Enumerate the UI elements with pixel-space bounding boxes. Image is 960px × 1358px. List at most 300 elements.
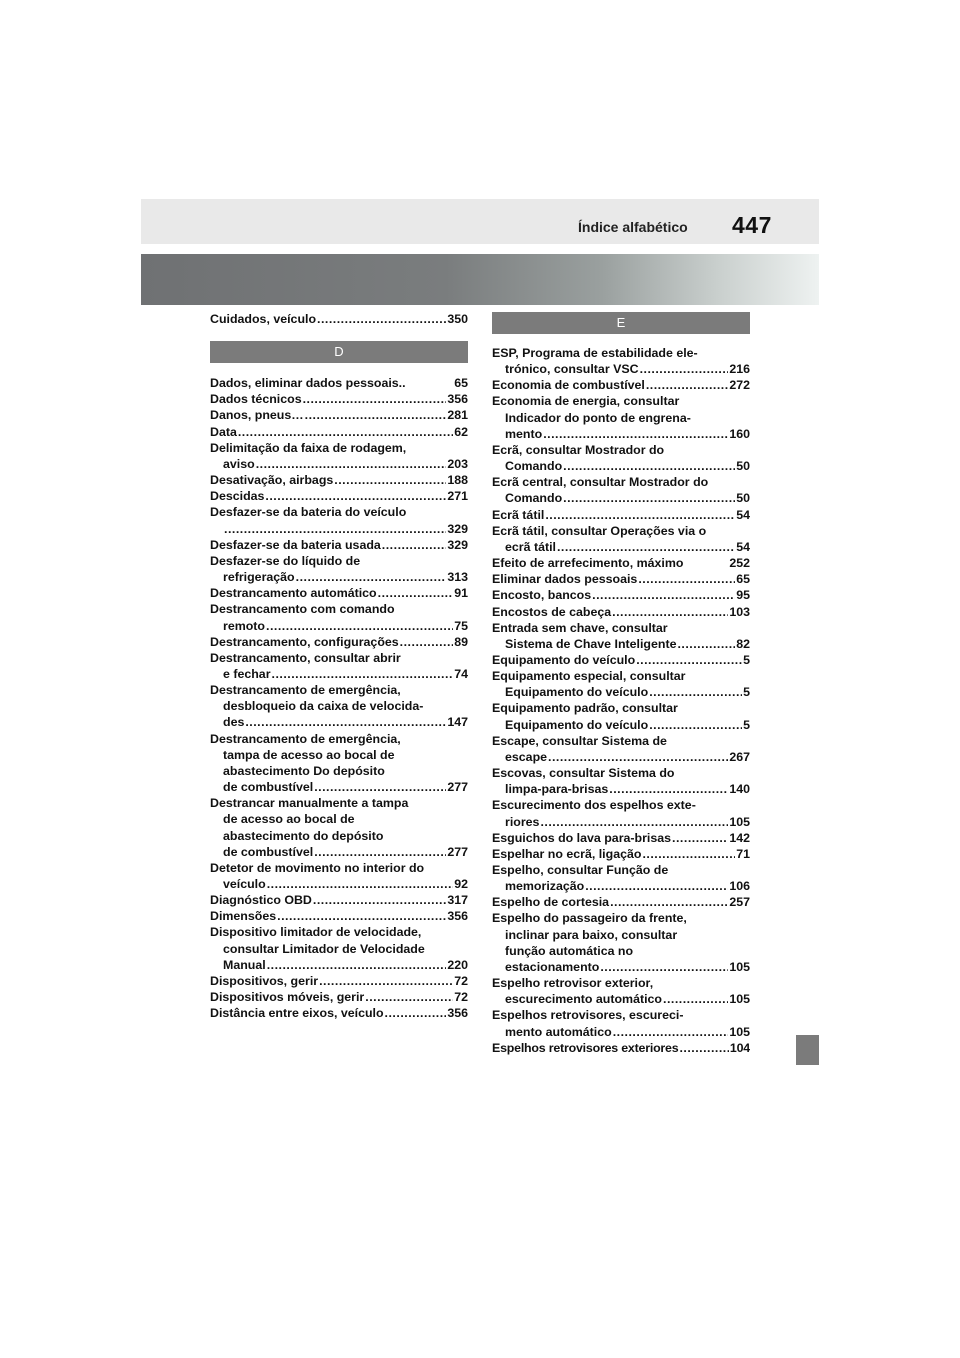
entry-page-number: 105 [729, 959, 750, 974]
entry-line [492, 1040, 750, 1056]
entry-label: Dimensões [210, 909, 277, 924]
entry-label: remoto [223, 618, 265, 633]
entry-label: desbloqueio da caixa de velocida- [223, 699, 424, 714]
entry-page-number: 356 [447, 392, 468, 407]
entry-page-number: 54 [736, 539, 750, 554]
entry-line [492, 894, 750, 910]
entry-line [492, 523, 750, 539]
entry-page-number: 272 [729, 378, 750, 393]
index-entry [492, 652, 750, 668]
entry-page-number: 82 [736, 636, 750, 651]
entry-label: ecrã tátil [505, 539, 556, 554]
entry-page-number: 72 [454, 973, 468, 988]
index-entry [210, 908, 468, 924]
entry-line [210, 472, 468, 488]
dot-leader [599, 959, 728, 975]
entry-label: abastecimento Do depósito [223, 763, 385, 778]
dot-leader [265, 618, 453, 634]
dot-leader [304, 407, 447, 423]
entry-page-number: 50 [736, 459, 750, 474]
entry-label: Espelhos retrovisores exteriores [492, 1040, 679, 1055]
dot-leader [591, 587, 735, 603]
entry-page-number: 5 [743, 652, 750, 667]
index-entry [492, 474, 750, 506]
entry-line [210, 634, 468, 650]
index-entry [210, 537, 468, 553]
index-entry [492, 571, 750, 587]
entry-line [210, 391, 468, 407]
entry-label: Ecrã tátil [492, 507, 545, 522]
entry-line [210, 860, 468, 876]
entry-line [492, 991, 750, 1007]
entry-label: Economia de energia, consultar [492, 394, 680, 409]
entry-label: limpa-para-brisas [505, 782, 609, 797]
entry-page-number: 54 [736, 507, 750, 522]
entry-line [210, 844, 468, 860]
entry-line [210, 892, 468, 908]
entry-line [210, 521, 468, 537]
entry-line [210, 537, 468, 553]
dot-leader [266, 957, 447, 973]
entry-label: Destrancamento de emergência, [210, 731, 401, 746]
entry-line [210, 504, 468, 520]
index-entry [210, 553, 468, 585]
entry-line [210, 585, 468, 601]
section-d-entries [210, 375, 468, 1021]
entry-page-number: 281 [447, 408, 468, 423]
entry-page-number: 5 [743, 685, 750, 700]
index-entry [492, 442, 750, 474]
entry-line [492, 507, 750, 523]
index-entry [492, 846, 750, 862]
entry-label: riores [505, 814, 540, 829]
index-entry [492, 910, 750, 975]
entry-line [210, 795, 468, 811]
entry-line [492, 717, 750, 733]
entry-page-number: 103 [729, 604, 750, 619]
entry-label: Ecrã central, consultar Mostrador do [492, 475, 709, 490]
index-entry [210, 504, 468, 536]
entry-label: consultar Limitador de Velocidade [223, 941, 425, 956]
entry-label: aviso [223, 456, 255, 471]
entry-label: des [223, 715, 245, 730]
entry-label: Destrancamento de emergência, [210, 683, 401, 698]
chapter-tab [796, 1035, 819, 1065]
index-entry [492, 700, 750, 732]
entry-page-number: 65 [454, 376, 468, 391]
entry-page-number: 105 [729, 1024, 750, 1039]
entry-line [210, 811, 468, 827]
entry-line [492, 361, 750, 377]
entry-line [492, 830, 750, 846]
index-entry [210, 424, 468, 440]
index-entry [210, 375, 468, 391]
dot-leader [237, 424, 453, 440]
entry-label: Indicador do ponto de engrena- [505, 410, 691, 425]
dot-leader [641, 846, 735, 862]
dot-leader [223, 521, 446, 537]
entry-line [492, 959, 750, 975]
entry-page-number: 356 [447, 909, 468, 924]
entry-label: Escape, consultar Sistema de [492, 733, 667, 748]
index-entry [210, 973, 468, 989]
entry-label: Destrancar manualmente a tampa [210, 796, 409, 811]
entry-line [492, 797, 750, 813]
entry-label: Espelhar no ecrã, ligação [492, 846, 642, 861]
index-entry [492, 765, 750, 797]
dot-leader [612, 1024, 729, 1040]
entry-page-number: 74 [454, 666, 468, 681]
entry-page-number: 317 [447, 893, 468, 908]
entry-page-number: 329 [447, 537, 468, 552]
entry-label: Desfazer-se da bateria do veículo [210, 505, 407, 520]
entry-label: Esguichos do lava para-brisas [492, 830, 672, 845]
dot-leader [648, 684, 742, 700]
entry-label: Espelho do passageiro da frente, [492, 911, 687, 926]
dot-leader [542, 426, 728, 442]
entry-line [492, 636, 750, 652]
dot-leader [316, 311, 446, 327]
dot-leader [556, 539, 735, 555]
entry-label: Espelho, consultar Função de [492, 863, 669, 877]
dot-leader [539, 814, 728, 830]
entry-line [210, 973, 468, 989]
entry-label: Desativação, airbags [210, 473, 334, 488]
entry-label: Desfazer-se da bateria usada [210, 537, 381, 552]
entry-line [492, 474, 750, 490]
index-entry [492, 894, 750, 910]
entry-page-number: 277 [447, 844, 468, 859]
entry-label: Equipamento do veículo [505, 685, 649, 700]
dot-leader [637, 571, 735, 587]
dot-leader [584, 878, 728, 894]
entry-label: de acesso ao bocal de [223, 812, 355, 827]
dot-leader [676, 636, 735, 652]
index-entry [210, 989, 468, 1005]
entry-label: função automática no [505, 943, 634, 958]
dot-leader [678, 1040, 728, 1056]
entry-page-number: 62 [454, 424, 468, 439]
entry-label: escape [505, 749, 548, 764]
entry-label: memorização [505, 879, 585, 894]
entry-page-number: 72 [454, 990, 468, 1005]
entry-line [210, 1005, 468, 1021]
entry-label: Dados técnicos [210, 392, 302, 407]
entry-label: ESP, Programa de estabilidade ele- [492, 346, 698, 360]
entry-page-number: 140 [729, 782, 750, 797]
entry-label: Comando [505, 459, 563, 474]
index-entry [210, 795, 468, 860]
decorative-band [141, 254, 819, 305]
entry-page-number: 5 [743, 717, 750, 732]
entry-label: Espelho retrovisor exterior, [492, 976, 654, 991]
index-entry [492, 523, 750, 555]
entry-line [492, 410, 750, 426]
entry-line [210, 876, 468, 892]
entry-label: Escovas, consultar Sistema do [492, 766, 675, 781]
entry-line [492, 878, 750, 894]
dot-leader [639, 361, 729, 377]
index-entry [492, 377, 750, 393]
entry-page-number: 203 [447, 456, 468, 471]
entry-label: Equipamento do veículo [492, 652, 636, 667]
entry-label: Destrancamento, consultar abrir [210, 650, 401, 665]
entry-label: Descidas [210, 489, 265, 504]
index-entry [492, 975, 750, 1007]
entry-label: Manual [223, 957, 266, 972]
index-entry [210, 682, 468, 730]
entry-line [210, 779, 468, 795]
entry-label: Detetor de movimento no interior do [210, 860, 425, 875]
entry-label: refrigeração [223, 570, 295, 585]
entry-label: Delimitação da faixa de rodagem, [210, 440, 407, 455]
entry-label: Espelhos retrovisores, escureci- [492, 1008, 684, 1023]
index-entry [492, 1040, 750, 1056]
entry-label: mento [505, 426, 543, 441]
entry-label: veículo [223, 877, 266, 891]
dot-leader [609, 894, 728, 910]
dot-leader [318, 973, 453, 989]
dot-leader [302, 391, 447, 407]
entry-page-number: 89 [454, 634, 468, 649]
entry-line [492, 555, 750, 571]
entry-page-number: 105 [729, 992, 750, 1007]
index-entry [492, 862, 750, 894]
dot-leader [381, 537, 447, 553]
entry-line [492, 1024, 750, 1040]
entry-line [210, 618, 468, 634]
entry-label: Diagnóstico OBD [210, 893, 312, 908]
entry-line [492, 668, 750, 684]
dot-leader [313, 844, 446, 860]
entry-label: mento automático [505, 1024, 612, 1039]
entry-line [210, 601, 468, 617]
entry-label: Equipamento do veículo [505, 717, 649, 732]
entry-label: e fechar [223, 666, 271, 681]
dot-leader [266, 876, 454, 892]
index-entry [492, 830, 750, 846]
dot-leader [364, 989, 453, 1005]
dot-leader [295, 569, 447, 585]
entry-line [210, 989, 468, 1005]
entry-label: abastecimento do depósito [223, 828, 384, 843]
entry-line [492, 846, 750, 862]
entry-page-number: 71 [736, 846, 750, 861]
index-entry [492, 604, 750, 620]
entry-label: Destrancamento com comando [210, 602, 395, 617]
entry-line [492, 490, 750, 506]
dot-leader [276, 908, 446, 924]
dot-leader [377, 585, 454, 601]
entry-label: Dispositivos, gerir [210, 973, 319, 988]
entry-label: Dispositivos móveis, gerir [210, 990, 365, 1005]
entry-label: Destrancamento, configurações [210, 634, 399, 649]
section-header-d: D [210, 341, 468, 363]
dot-leader [662, 991, 728, 1007]
entry-line [210, 924, 468, 940]
entry-label: Dados, eliminar dados pessoais.. [210, 376, 406, 391]
entry-page-number: 105 [729, 814, 750, 829]
entry-label: de combustível [223, 844, 314, 859]
entry-page-number: 252 [729, 556, 750, 571]
entry-line [492, 458, 750, 474]
index-entry [210, 650, 468, 682]
entry-page-number: 104 [729, 1040, 750, 1055]
dot-leader [313, 779, 446, 795]
entry-line [210, 407, 468, 423]
entry-line [492, 910, 750, 926]
entry-label: Encosto, bancos [492, 588, 592, 603]
index-entry [210, 924, 468, 972]
entry-label: Encostos de cabeça [492, 604, 612, 619]
entry-label: Ecrã tátil, consultar Operações via o [492, 523, 707, 538]
entry-line [492, 652, 750, 668]
index-entry [492, 555, 750, 571]
entry-line [492, 927, 750, 943]
entry-line [210, 553, 468, 569]
index-entry [210, 488, 468, 504]
entry-page-number: 216 [729, 362, 750, 377]
index-entry [492, 1007, 750, 1039]
entry-line [210, 488, 468, 504]
index-entry [210, 731, 468, 796]
entry-line [492, 733, 750, 749]
entry-page-number: 267 [729, 749, 750, 764]
entry-page-number: 106 [729, 879, 750, 894]
entry-page-number: 160 [729, 426, 750, 441]
entry-label: Espelho de cortesia [492, 895, 610, 910]
index-entry [210, 391, 468, 407]
entry-line [492, 426, 750, 442]
index-entry [492, 733, 750, 765]
index-entry [210, 634, 468, 650]
entry-label: Equipamento padrão, consultar [492, 701, 678, 716]
index-entry [492, 393, 750, 441]
dot-leader [384, 1005, 447, 1021]
entry-line [492, 1007, 750, 1023]
index-entry [210, 585, 468, 601]
entry-page-number: 329 [447, 521, 468, 536]
index-entry [210, 892, 468, 908]
index-entry [210, 601, 468, 633]
entry-label: Distância entre eixos, veículo [210, 1006, 384, 1021]
entry-line [210, 908, 468, 924]
entry-label: Economia de combustível [492, 378, 645, 393]
index-entry [210, 860, 468, 892]
entry-label: Ecrã, consultar Mostrador do [492, 442, 665, 457]
index-entry [210, 472, 468, 488]
dot-leader [399, 634, 454, 650]
header-bar [141, 199, 819, 244]
entry-line [210, 569, 468, 585]
index-entry [492, 797, 750, 829]
dot-leader [608, 781, 728, 797]
entry-label: Desfazer-se do líquido de [210, 553, 361, 568]
entry-label: estacionamento [505, 959, 600, 974]
entry-line [492, 377, 750, 393]
entry-line [492, 975, 750, 991]
entry-line [210, 714, 468, 730]
dot-leader [648, 717, 742, 733]
entry-line [210, 763, 468, 779]
index-entry [210, 407, 468, 423]
entry-label: de combustível [223, 780, 314, 795]
left-top-entries [210, 311, 468, 327]
entry-line [210, 957, 468, 973]
entry-line [210, 456, 468, 472]
entry-line [492, 620, 750, 636]
right-column [492, 311, 750, 1056]
entry-line [210, 375, 468, 391]
dot-leader [271, 666, 454, 682]
entry-page-number: 50 [736, 491, 750, 506]
entry-line [210, 828, 468, 844]
entry-label: Destrancamento automático [210, 586, 377, 601]
entry-line [210, 682, 468, 698]
entry-line [492, 539, 750, 555]
index-entry [210, 440, 468, 472]
entry-page-number: 75 [454, 618, 468, 633]
entry-page-number: 92 [454, 877, 468, 891]
entry-line [210, 311, 468, 327]
index-entry [210, 311, 468, 327]
entry-line [492, 684, 750, 700]
dot-leader [562, 490, 735, 506]
entry-label: Data [210, 424, 237, 439]
entry-page-number: 95 [736, 588, 750, 603]
index-entry [492, 587, 750, 603]
index-entry [210, 1005, 468, 1021]
dot-leader [611, 604, 728, 620]
section-header-e: E [492, 312, 750, 334]
entry-label: Comando [505, 491, 563, 506]
entry-page-number: 188 [447, 473, 468, 488]
dot-leader [333, 472, 446, 488]
entry-label: tampa de acesso ao bocal de [223, 747, 395, 762]
entry-label: Danos, pneus… [210, 408, 304, 423]
entry-label: trónico, consultar VSC [505, 362, 639, 377]
left-column [210, 311, 468, 1021]
entry-label: Entrada sem chave, consultar [492, 620, 668, 635]
entry-line [210, 698, 468, 714]
entry-page-number: 91 [454, 586, 468, 601]
entry-line [210, 941, 468, 957]
section-e-entries [492, 345, 750, 1056]
entry-page-number: 277 [447, 780, 468, 795]
page-number: 447 [732, 212, 772, 238]
entry-line [492, 781, 750, 797]
entry-line [492, 393, 750, 409]
entry-page-number: 220 [447, 957, 468, 972]
entry-line [210, 666, 468, 682]
dot-leader [544, 507, 735, 523]
entry-label: Dispositivo limitador de velocidade, [210, 925, 422, 940]
entry-line [210, 440, 468, 456]
entry-line [210, 747, 468, 763]
entry-page-number: 271 [447, 489, 468, 504]
entry-line [492, 862, 750, 878]
dot-leader [264, 488, 446, 504]
entry-page-number: 350 [447, 312, 468, 326]
dot-leader [312, 892, 446, 908]
entry-label: Cuidados, veículo [210, 312, 317, 326]
dot-leader [244, 714, 446, 730]
entry-line [210, 731, 468, 747]
index-entry [492, 620, 750, 652]
entry-label: Efeito de arrefecimento, máximo [492, 556, 684, 571]
entry-line [210, 424, 468, 440]
entry-page-number: 257 [729, 895, 750, 910]
